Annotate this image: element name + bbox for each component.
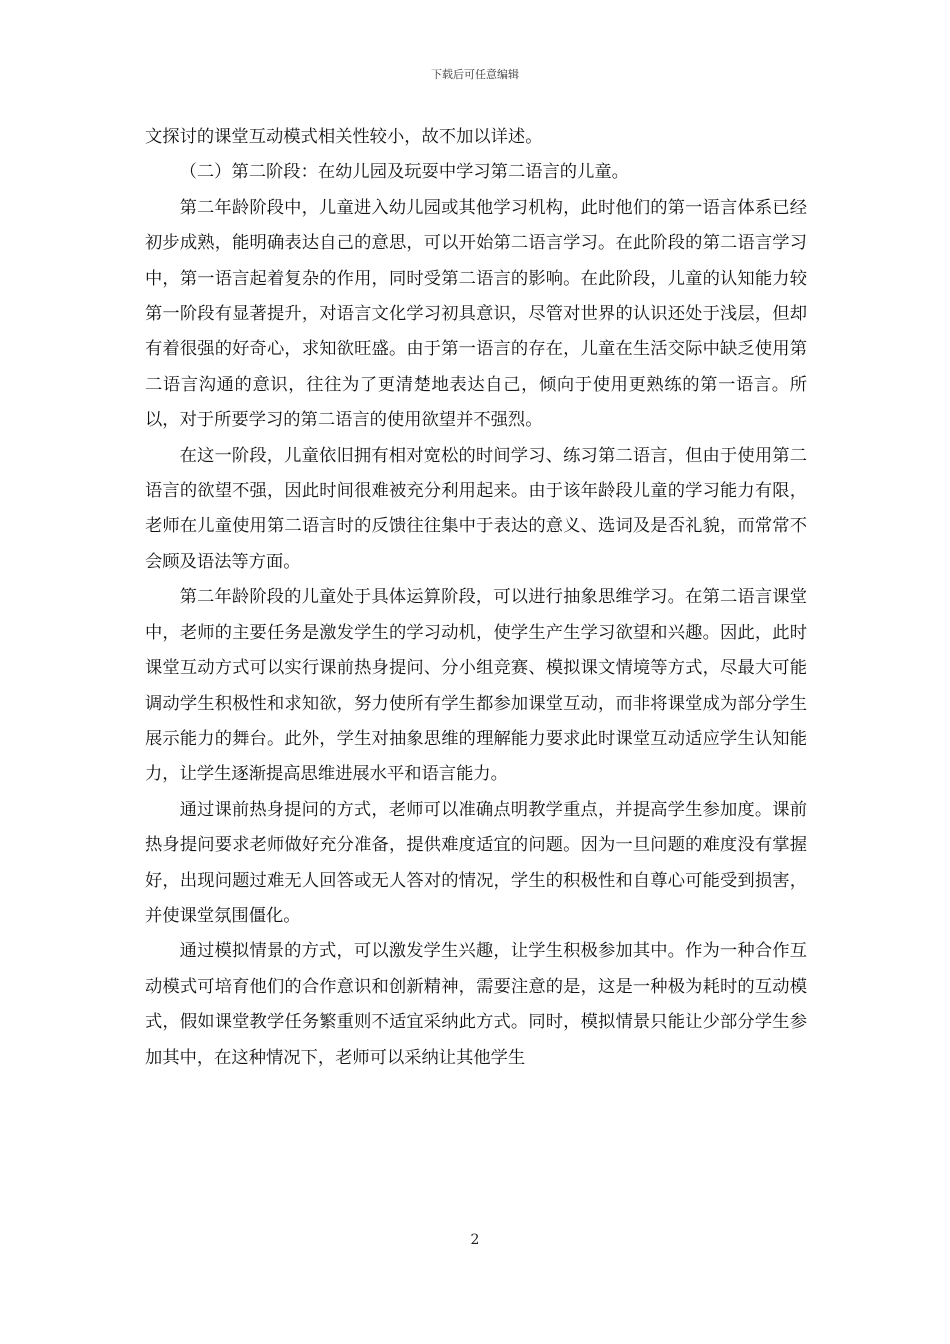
section-heading: （二）第二阶段：在幼儿园及玩耍中学习第二语言的儿童。	[179, 162, 629, 183]
paragraph: 第二年龄阶段中，儿童进入幼儿园或其他学习机构，此时他们的第一语言体系已经初步成熟，能明确表达自己的意思，可以开始第二语言学习。在此阶段的第二语言学习中，第一语言起着复杂的作用，同时受第二语言的影响。在此阶段，儿童的认知能力较第一阶段有显著提升，对语言文化学习初具意识，尽管对世界的认识还处于浅层，但却有着很强的好奇心，求知欲旺盛。由于第一语言的存在，儿童在生活交际中缺乏使用第二语言沟通的意识，往往为了更清楚地表达自己，倾向于使用更熟练的第一语言。所以，对于所要学习的第二语言的使用欲望并不强烈。	[145, 197, 807, 431]
paragraph: 在这一阶段，儿童依旧拥有相对宽松的时间学习、练习第二语言，但由于使用第二语言的欲望不强，因此时间很难被充分利用起来。由于该年龄段儿童的学习能力有限，老师在儿童使用第二语言时的反馈往往集中于表达的意义、选词及是否礼貌，而常常不会顾及语法等方面。	[145, 445, 807, 572]
body-text	[145, 120, 807, 1076]
paragraph: 通过模拟情景的方式，可以激发学生兴趣，让学生积极参加其中。作为一种合作互动模式可培育他们的合作意识和创新精神，需要注意的是，这是一种极为耗时的互动模式，假如课堂教学任务繁重则不适宜采纳此方式。同时，模拟情景只能让少部分学生参加其中，在这种情况下，老师可以采纳让其他学生	[145, 941, 807, 1068]
paragraph: 第二年龄阶段的儿童处于具体运算阶段，可以进行抽象思维学习。在第二语言课堂中，老师的主要任务是激发学生的学习动机，使学生产生学习欲望和兴趣。因此，此时课堂互动方式可以实行课前热身提问、分小组竞赛、模拟课文情境等方式，尽最大可能调动学生积极性和求知欲，努力使所有学生都参加课堂互动，而非将课堂成为部分学生展示能力的舞台。此外，学生对抽象思维的理解能力要求此时课堂互动适应学生认知能力，让学生逐渐提高思维进展水平和语言能力。	[145, 587, 807, 785]
paragraph: 通过课前热身提问的方式，老师可以准确点明教学重点，并提高学生参加度。课前热身提问要求老师做好充分准备，提供难度适宜的问题。因为一旦问题的难度没有掌握好，出现问题过难无人回答或无人答对的情况，学生的积极性和自尊心可能受到损害，并使课堂氛围僵化。	[145, 799, 807, 926]
page-header: 下载后可任意编辑	[431, 68, 519, 81]
page-number: 2	[470, 1232, 480, 1248]
paragraph-continuation: 文探讨的课堂互动模式相关性较小，故不加以详述。	[145, 127, 543, 147]
